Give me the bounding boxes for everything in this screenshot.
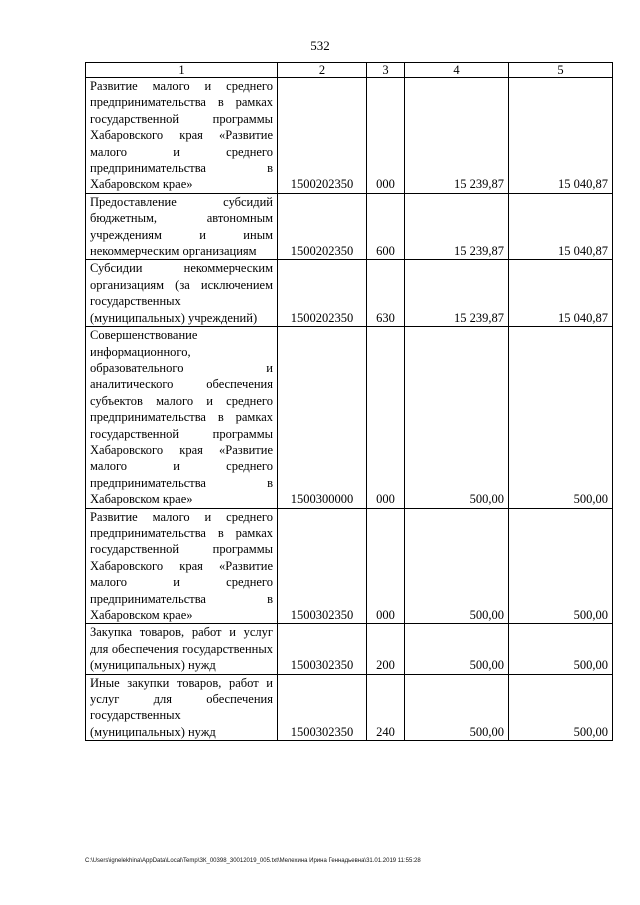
- column-header-kind: 3: [367, 63, 405, 78]
- table-header-row: [86, 63, 613, 78]
- table-row: [86, 674, 613, 741]
- table-row: [86, 327, 613, 508]
- table-row: [86, 508, 613, 624]
- column-header-amount-1: 4: [405, 63, 509, 78]
- footer-file-path: C:\Users\ignelekhina\AppData\Local\Temp\ЗК_00398_30012019_005.txt\Мелехина Ирина Геннадьевна\31.01.2019 11:55:28: [85, 858, 421, 864]
- column-header-name: 1: [86, 63, 278, 78]
- row-amount-2: 15 040,87: [509, 260, 613, 327]
- row-kind: 000: [367, 327, 405, 508]
- row-amount-1: 15 239,87: [405, 193, 509, 260]
- row-amount-2: 500,00: [509, 327, 613, 508]
- row-amount-1: 500,00: [405, 624, 509, 674]
- page-number: 532: [310, 38, 330, 53]
- row-code: 1500302350: [278, 508, 367, 624]
- table-row: [86, 260, 613, 327]
- row-name: Субсидии некоммерческим организациям (за исключением государственных (муниципальных) учреждений): [86, 260, 278, 327]
- row-kind: 200: [367, 624, 405, 674]
- column-header-code: 2: [278, 63, 367, 78]
- row-kind: 240: [367, 674, 405, 741]
- row-amount-1: 500,00: [405, 327, 509, 508]
- row-amount-2: 15 040,87: [509, 193, 613, 260]
- row-name: Развитие малого и среднего предпринимательства в рамках государственной программы Хабаровского края «Развитие малого и среднего предпринимательства в Хабаровском крае»: [86, 78, 278, 194]
- table-row: [86, 78, 613, 194]
- row-kind: 630: [367, 260, 405, 327]
- row-amount-1: 500,00: [405, 674, 509, 741]
- row-amount-2: 15 040,87: [509, 78, 613, 194]
- row-amount-1: 15 239,87: [405, 78, 509, 194]
- row-name: Развитие малого и среднего предпринимательства в рамках государственной программы Хабаровского края «Развитие малого и среднего предпринимательства в Хабаровском крае»: [86, 508, 278, 624]
- row-code: 1500302350: [278, 674, 367, 741]
- row-code: 1500202350: [278, 260, 367, 327]
- row-kind: 000: [367, 78, 405, 194]
- row-kind: 000: [367, 508, 405, 624]
- row-name: Иные закупки товаров, работ и услуг для обеспечения государственных (муниципальных) нужд: [86, 674, 278, 741]
- table-row: [86, 624, 613, 674]
- row-code: 1500300000: [278, 327, 367, 508]
- row-kind: 600: [367, 193, 405, 260]
- row-code: 1500302350: [278, 624, 367, 674]
- row-code: 1500202350: [278, 193, 367, 260]
- row-amount-1: 15 239,87: [405, 260, 509, 327]
- row-name: Закупка товаров, работ и услуг для обеспечения государственных (муниципальных) нужд: [86, 624, 278, 674]
- row-name: Предоставление субсидий бюджетным, автономным учреждениям и иным некоммерческим организациям: [86, 193, 278, 260]
- row-amount-2: 500,00: [509, 508, 613, 624]
- row-amount-1: 500,00: [405, 508, 509, 624]
- table-row: [86, 193, 613, 260]
- row-name: Совершенствование информационного, образовательного и аналитического обеспечения субъектов малого и среднего предпринимательства в рамках государственной программы Хабаровского края «Развитие малого и среднего предпринимательства в Хабаровском крае»: [86, 327, 278, 508]
- row-code: 1500202350: [278, 78, 367, 194]
- row-amount-2: 500,00: [509, 624, 613, 674]
- row-amount-2: 500,00: [509, 674, 613, 741]
- budget-table: [85, 62, 613, 741]
- column-header-amount-2: 5: [509, 63, 613, 78]
